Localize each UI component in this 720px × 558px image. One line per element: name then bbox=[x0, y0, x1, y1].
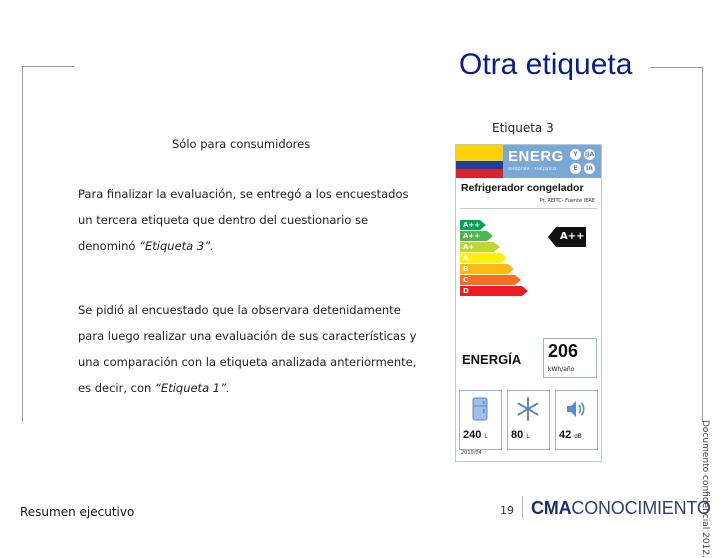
footer-divider bbox=[522, 496, 523, 518]
confidential-note: Documento confidencial 2012. bbox=[700, 420, 710, 558]
label-divider bbox=[460, 208, 597, 209]
speaker-icon bbox=[564, 397, 588, 421]
efficiency-class-bar: A+++ bbox=[460, 220, 480, 230]
energy-header-text: ENERG bbox=[508, 148, 564, 165]
footer-section-name: Resumen ejecutivo bbox=[20, 505, 135, 519]
snowflake-icon bbox=[516, 397, 540, 421]
paragraph-line: una comparación con la etiqueta analizada anteriormente, bbox=[78, 355, 417, 369]
quote-etiqueta-3: “Etiqueta 3”. bbox=[139, 239, 214, 253]
efficiency-class-bar: C bbox=[460, 275, 515, 285]
slide-title: Otra etiqueta bbox=[459, 48, 633, 81]
frame-line-top-right bbox=[650, 67, 702, 68]
quote-etiqueta-1: “Etiqueta 1”. bbox=[154, 381, 230, 395]
consumption-value: 206 bbox=[548, 341, 579, 361]
efficiency-class-bar: A bbox=[460, 253, 501, 263]
efficiency-rating-marker: A++ bbox=[556, 227, 586, 247]
language-badge: E bbox=[570, 163, 581, 174]
energy-header-subtext: енергия · ενέργεια bbox=[508, 166, 557, 172]
page-number: 19 bbox=[500, 504, 514, 517]
label-caption: Etiqueta 3 bbox=[492, 121, 554, 135]
efficiency-class-bar: B bbox=[460, 264, 508, 274]
freezer-volume: 80 L bbox=[511, 429, 530, 441]
language-badge: IJA bbox=[584, 151, 595, 158]
language-badge: IA bbox=[584, 163, 595, 174]
noise-level-box bbox=[555, 390, 598, 450]
fridge-icon bbox=[468, 397, 492, 421]
paragraph-line: Se pidió al encuestado que la observara detenidamente bbox=[78, 303, 401, 317]
paragraph-line: un tercera etiqueta que dentro del cuestionario se bbox=[78, 213, 369, 227]
product-brand: Pr. REITC- Fuente IEAE bbox=[539, 198, 595, 204]
paragraph-line: Para finalizar la evaluación, se entregó a los encuestados bbox=[78, 187, 409, 201]
paragraph-task bbox=[78, 297, 417, 401]
colombia-flag-icon bbox=[456, 145, 503, 178]
paragraph-line: es decir, con “Etiqueta 1”. bbox=[78, 381, 230, 395]
language-badge: Y bbox=[570, 149, 581, 160]
frame-line-left bbox=[22, 66, 23, 422]
slide-subtitle: Sólo para consumidores bbox=[172, 137, 311, 151]
noise-level: 42 dB bbox=[559, 429, 582, 441]
freezer-volume-box bbox=[507, 390, 550, 450]
frame-line-top-left bbox=[22, 66, 74, 67]
paragraph-line: para luego realizar una evaluación de sus características y bbox=[78, 329, 417, 343]
paragraph-intro bbox=[78, 181, 409, 259]
consumption-box bbox=[543, 338, 597, 378]
consumption-unit: kWh/año bbox=[548, 366, 575, 373]
fridge-volume: 240 L bbox=[463, 429, 488, 441]
cma-logo: CMACONOCIMIENTO bbox=[531, 498, 711, 518]
efficiency-class-bar: D bbox=[460, 286, 522, 296]
fridge-volume-box bbox=[459, 390, 502, 450]
frame-line-right bbox=[702, 67, 703, 422]
energy-label-image bbox=[455, 144, 602, 462]
energy-word: ENERGÍA bbox=[462, 352, 522, 367]
efficiency-class-bar: A++ bbox=[460, 231, 487, 241]
label-year: 2010/04 bbox=[461, 450, 482, 456]
efficiency-class-bar: A+ bbox=[460, 242, 494, 252]
product-name: Refrigerador congelador bbox=[461, 182, 584, 194]
energy-header bbox=[503, 145, 601, 178]
paragraph-line: denominó “Etiqueta 3”. bbox=[78, 239, 214, 253]
